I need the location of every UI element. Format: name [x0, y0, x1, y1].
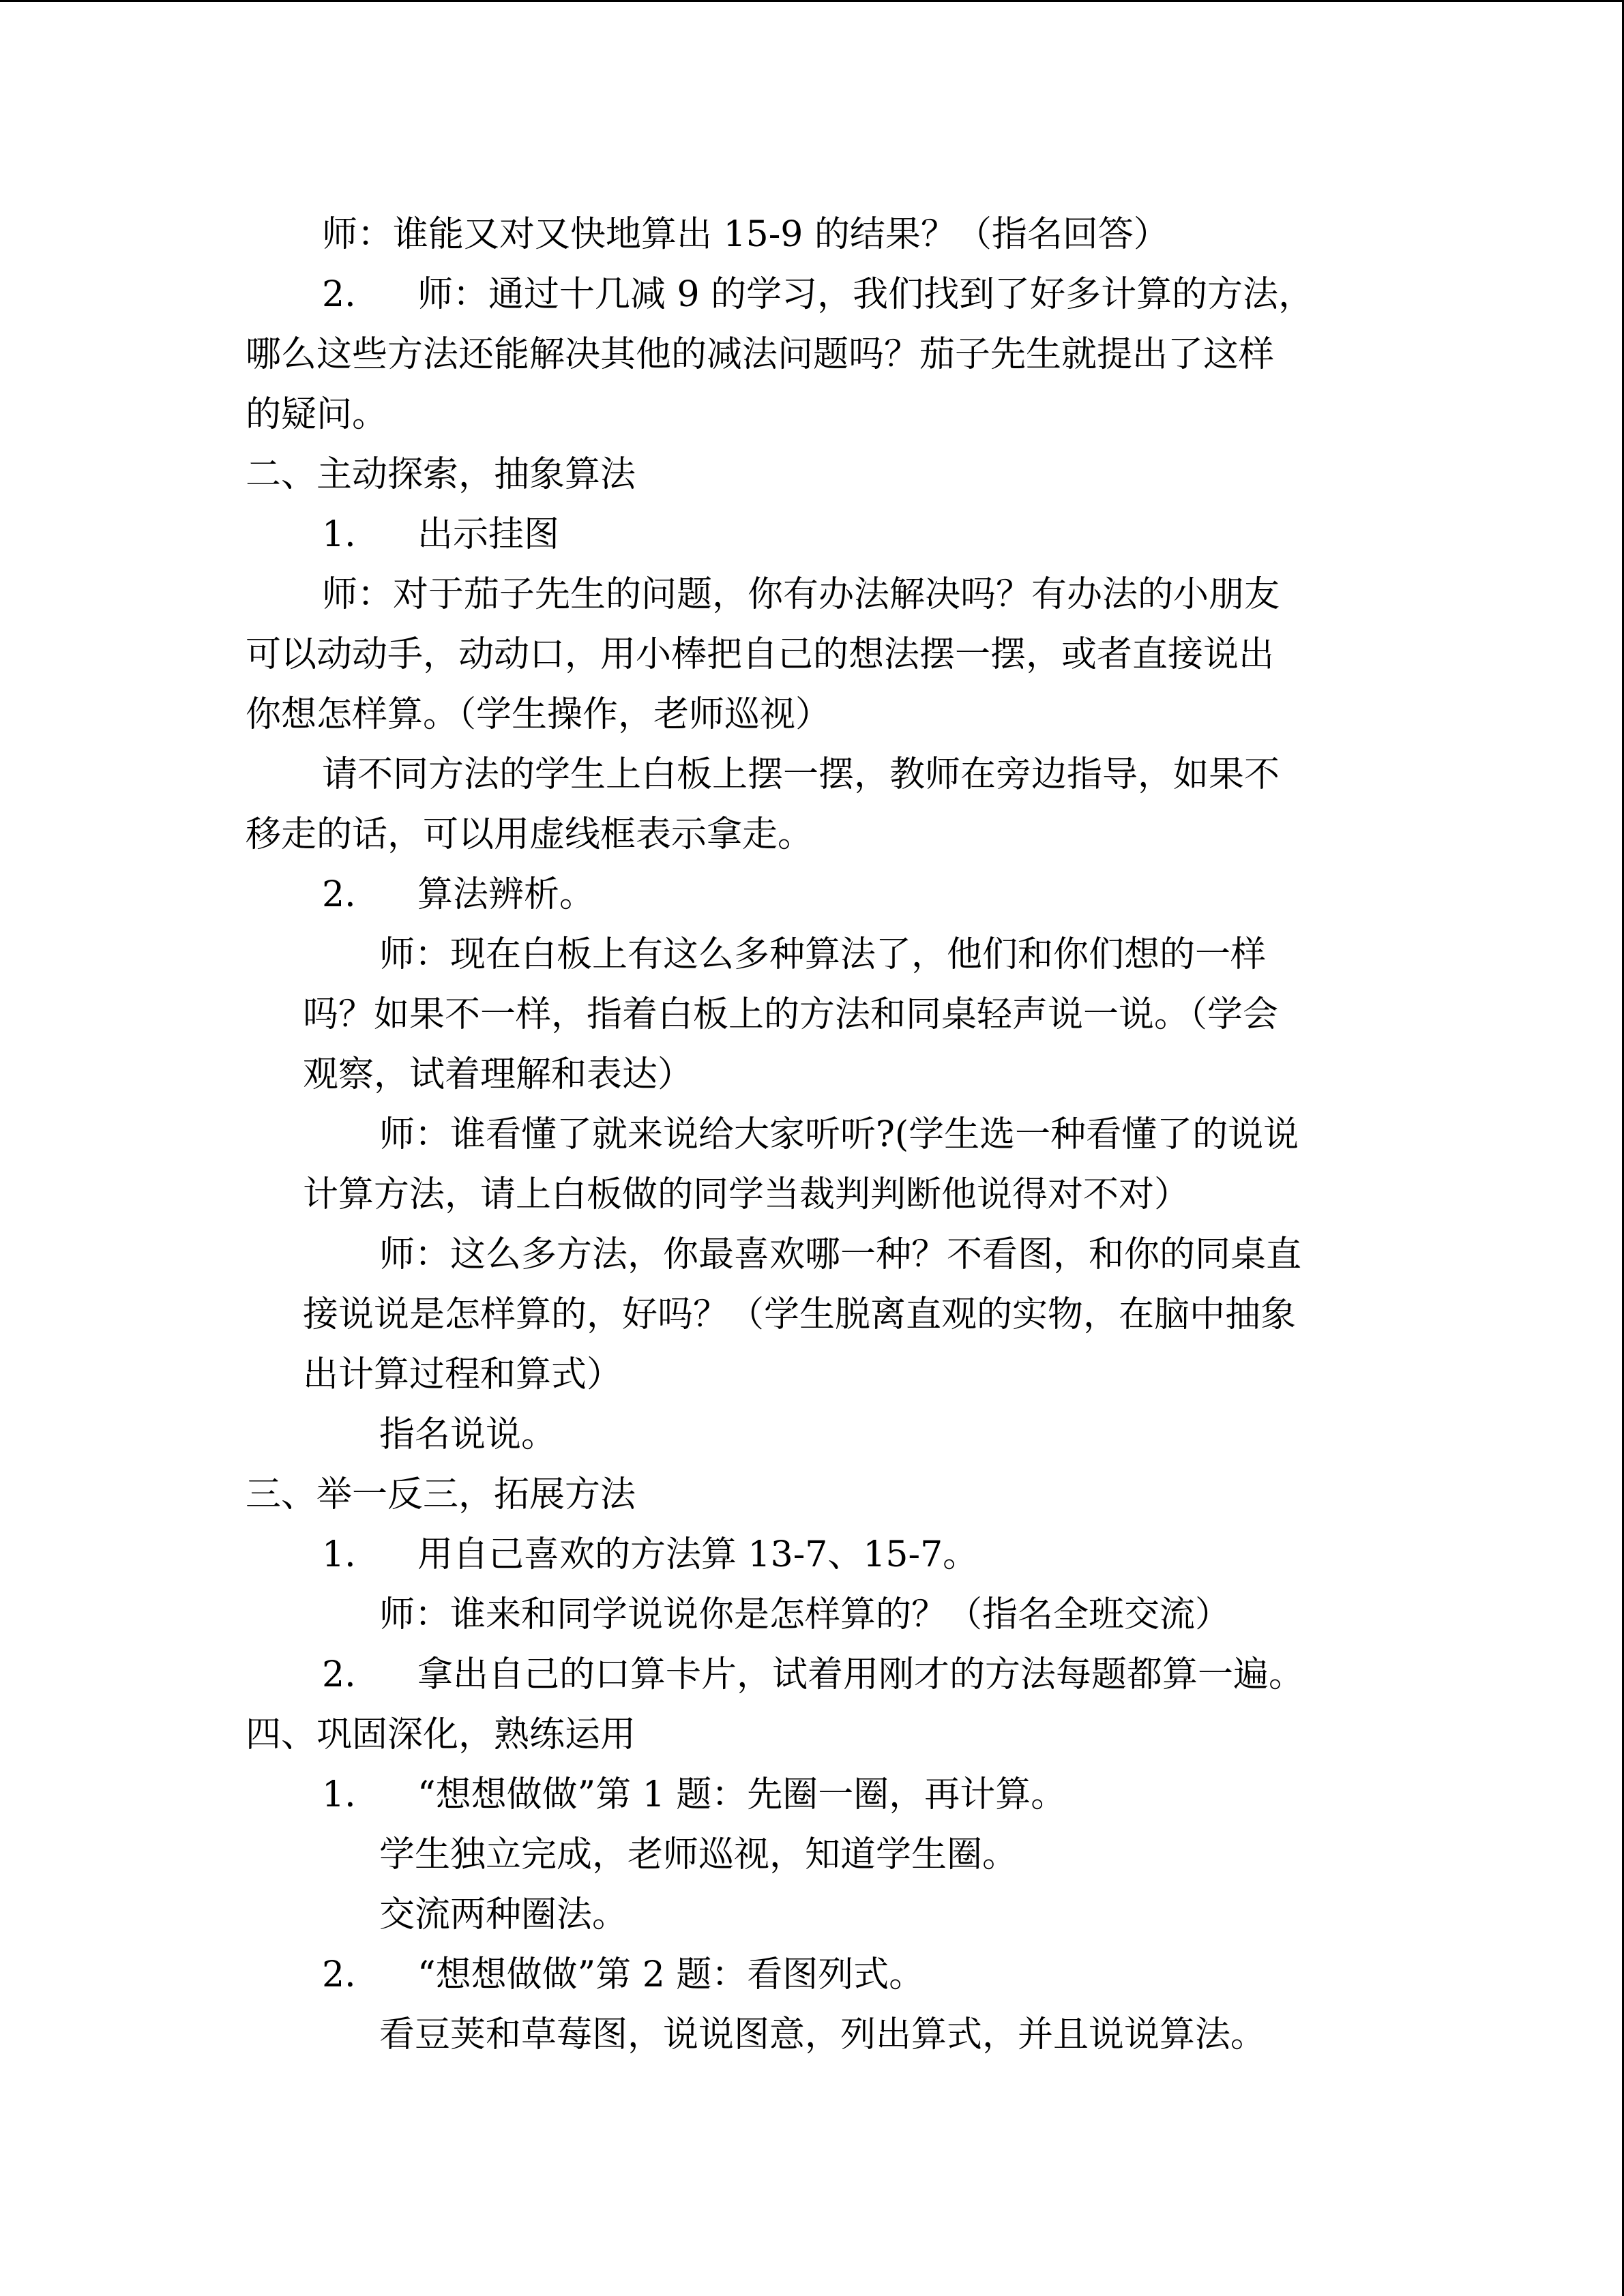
list-number: 1.: [322, 514, 356, 555]
numbered-line: [246, 265, 1391, 325]
numbered-line: [246, 1945, 1391, 2005]
paragraph-line: 师：这么多方法，你最喜欢哪一种？不看图，和你的同桌直: [379, 1234, 1302, 1275]
numbered-line: [246, 1765, 1391, 1825]
paragraph-line: 可以动动手，动动口，用小棒把自己的想法摆一摆，或者直接说出: [246, 634, 1275, 675]
numbered-line: [246, 505, 1391, 565]
paragraph-line: 你想怎样算。（学生操作，老师巡视）: [246, 694, 831, 735]
section-heading: 四、巩固深化，熟练运用: [246, 1714, 636, 1755]
list-text: 算法辨析。: [417, 874, 595, 915]
paragraph-line: 请不同方法的学生上白板上摆一摆，教师在旁边指导，如果不: [322, 754, 1280, 795]
numbered-line: [246, 1645, 1391, 1705]
section-heading: 二、主动探索，抽象算法: [246, 454, 636, 495]
list-text: 师：通过十几减 9 的学习，我们找到了好多计算的方法，: [417, 274, 1314, 315]
paragraph-line: 师：谁能又对又快地算出 15-9 的结果？（指名回答）: [322, 214, 1169, 255]
list-number: 2.: [322, 1954, 356, 1995]
paragraph-line: 师：谁看懂了就来说给大家听听?(学生选一种看懂了的说说: [379, 1114, 1299, 1155]
list-number: 1.: [322, 1774, 356, 1815]
list-number: 1.: [322, 1534, 356, 1575]
paragraph-line: 学生独立完成，老师巡视，知道学生圈。: [379, 1834, 1018, 1875]
paragraph-line: 师：现在白板上有这么多种算法了，他们和你们想的一样: [379, 934, 1267, 975]
paragraph-line: 师：谁来和同学说说你是怎样算的？（指名全班交流）: [379, 1594, 1231, 1635]
list-text: 拿出自己的口算卡片，试着用刚才的方法每题都算一遍。: [417, 1654, 1305, 1695]
list-text: 出示挂图: [417, 514, 560, 555]
numbered-line: [246, 1525, 1391, 1585]
paragraph-line: 哪么这些方法还能解决其他的减法问题吗？茄子先生就提出了这样: [246, 334, 1275, 375]
paragraph-line: 的疑问。: [246, 394, 388, 435]
document-body: [246, 205, 1391, 2065]
paragraph-line: 看豆荚和草莓图，说说图意，列出算式，并且说说算法。: [379, 2014, 1267, 2055]
list-number: 2.: [322, 1654, 356, 1695]
paragraph-line: 指名说说。: [379, 1414, 557, 1455]
paragraph-line: 吗？如果不一样，指着白板上的方法和同桌轻声说一说。（学会: [303, 994, 1279, 1035]
paragraph-line: 师：对于茄子先生的问题，你有办法解决吗？有办法的小朋友: [322, 574, 1280, 615]
list-text: 用自己喜欢的方法算 13-7、15-7。: [417, 1534, 979, 1575]
list-text: “想想做做”第 2 题：看图列式。: [417, 1954, 925, 1995]
paragraph-line: 计算方法，请上白板做的同学当裁判判断他说得对不对）: [303, 1174, 1190, 1215]
list-number: 2.: [322, 874, 356, 915]
paragraph-line: 观察，试着理解和表达）: [303, 1054, 694, 1095]
paragraph-line: 接说说是怎样算的，好吗？（学生脱离直观的实物，在脑中抽象: [303, 1294, 1297, 1335]
list-number: 2.: [322, 274, 356, 315]
page-border-top: [0, 0, 1624, 2]
paragraph-line: 交流两种圈法。: [379, 1894, 628, 1935]
paragraph-line: 移走的话，可以用虚线框表示拿走。: [246, 814, 814, 855]
paragraph-line: 出计算过程和算式）: [303, 1354, 623, 1395]
numbered-line: [246, 865, 1391, 925]
list-text: “想想做做”第 1 题：先圈一圈，再计算。: [417, 1774, 1067, 1815]
section-heading: 三、举一反三，拓展方法: [246, 1474, 636, 1515]
